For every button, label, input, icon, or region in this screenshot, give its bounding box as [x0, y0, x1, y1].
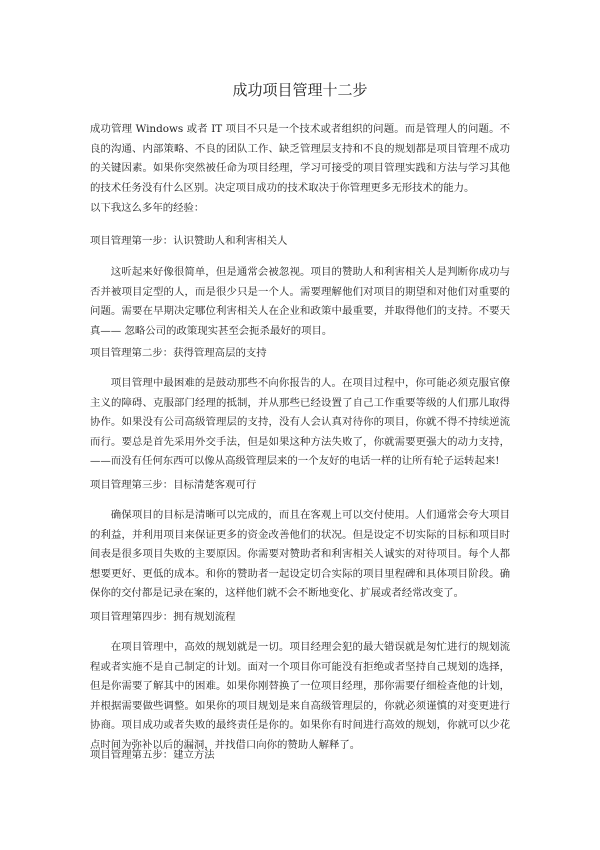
- experience-lead: 以下我这么多年的经验：: [90, 202, 205, 214]
- step-2-body: 项目管理中最困难的是鼓动那些不向你报告的人。在项目过程中，你可能必须克服官僚主义的障碍、克服部门经理的抵制，并从那些已经设置了自己工作重要等级的人们那儿取得协作。如果没有公司高级管理层的支持，没有人会认真对待你的项目，你就不得不持续逆流而行。要总是首先采用外交手法，但是如果这种方法失败了，你就需要更强大的动力支持，——而没有任何东西可以像从高级管理层来的一个友好的电话一样的让所有轮子运转起来!: [90, 377, 510, 467]
- intro-paragraph: 成功管理 Windows 或者 IT 项目不只是一个技术或者组织的问题。而是管理人的问题。不良的沟通、内部策略、不良的团队工作、缺乏管理层支持和不良的规划都是项目管理不成功的关键因素。如果你突然被任命为项目经理，学习可接受的项目管理实践和方法与学习其他的技术任务没有什么区别。决定项目成功的技术取决于你管理更多无形技术的能力。: [90, 123, 510, 194]
- step-5-heading: 项目管理第五步：建立方法: [90, 749, 215, 761]
- document-title: 成功项目管理十二步: [232, 81, 368, 99]
- step-4-heading: 项目管理第四步：拥有规划流程: [90, 611, 236, 623]
- step-3-heading: 项目管理第三步：目标清楚客观可行: [90, 479, 257, 491]
- step-3-body: 确保项目的目标是清晰可以完成的，而且在客观上可以交付使用。人们通常会夸大项目的利益，并利用项目来保证更多的资金改善他们的状况。但是设定不切实际的目标和项目时间表是很多项目失败的主要原因。你需要对赞助者和利害相关人诚实的对待项目。每个人都想要更好、更低的成本。和你的赞助者一起设定切合实际的项目里程碑和具体项目阶段。确保你的交付都是记录在案的，这样他们就不会不断地变化、扩展或者经常改变了。: [90, 509, 510, 599]
- step-4-body: 在项目管理中，高效的规划就是一切。项目经理会犯的最大错误就是匆忙进行的规划流程或者实施不是自己制定的计划。面对一个项目你可能没有拒绝或者坚持自己规划的选择，但是你需要了解其中的困难。如果你刚替换了一位项目经理，那你需要仔细检查他的计划，并根据需要做些调整。如果你的项目规划是来自高级管理层的，你就必须谨慎的对变更进行协商。项目成功或者失败的最终责任是你的。如果你有时间进行高效的规划，你就可以少花点时间为弥补以后的漏洞，并找借口向你的赞助人解释了。: [90, 641, 510, 751]
- document-page: [90, 0, 510, 850]
- step-2-heading: 项目管理第二步：获得管理高层的支持: [90, 347, 267, 359]
- step-1-heading: 项目管理第一步：认识赞助人和利害相关人: [90, 235, 288, 247]
- step-1-body: 这听起来好像很简单，但是通常会被忽视。项目的赞助人和利害相关人是判断你成功与否并被项目定型的人，而是很少只是一个人。需要理解他们对项目的期望和对他们对重要的问题。需要在早期决定哪位利害相关人在企业和政策中最重要，并取得他们的支持。不要天真—— 忽略公司的政策现实甚至会扼杀最好的项目。: [90, 266, 510, 337]
